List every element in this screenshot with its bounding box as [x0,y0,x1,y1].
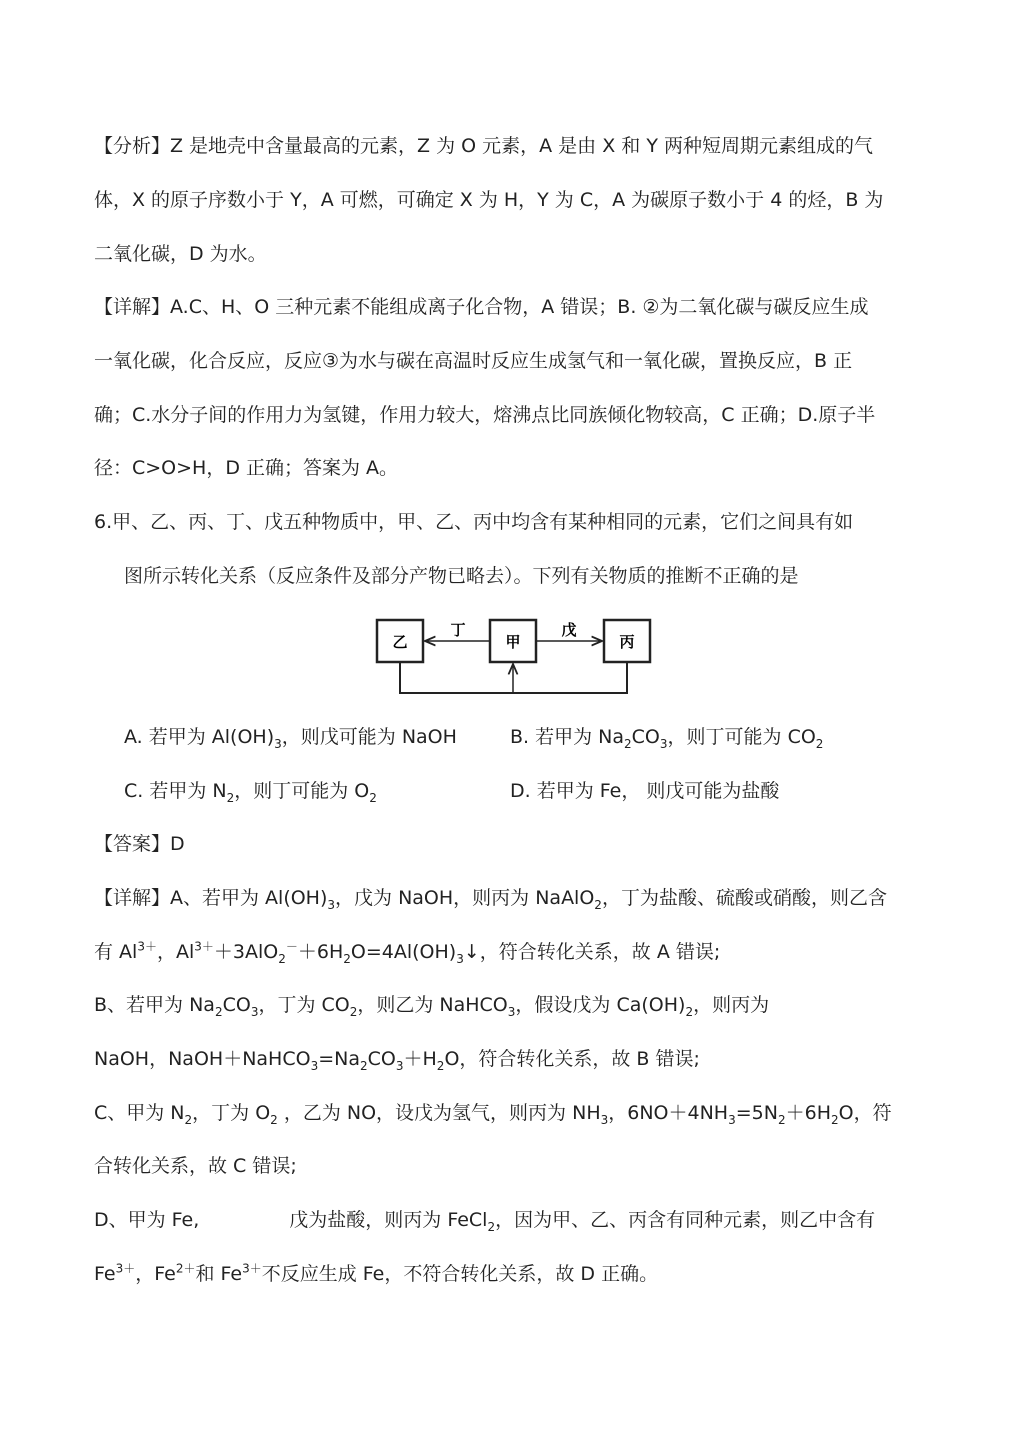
option-b: B. 若甲为 $Na_2CO_3$，则丁可能为 $CO_2$ [510,726,824,751]
question6-line-2: 图所示转化关系（反应条件及部分产物已略去）。下列有关物质的推断不正确的是 [124,565,799,587]
detail5-line-3: 确；C.水分子间的作用力为氢键，作用力较大，熔沸点比同族倾化物较高，C 正确；D.原子半 [94,404,876,426]
detail6-b-line-2: NaOH，$NaOH+NaHCO_3=Na_2CO_3+H_2O$，符合转化关系，故 B 错误; [94,1048,700,1073]
box-yi-label: 乙 [392,633,408,651]
conversion-diagram [370,612,654,702]
analysis-line-1: 【分析】Z 是地壳中含量最高的元素，Z 为 O 元素，A 是由 X 和 Y 两种短周期元素组成的气 [94,135,873,157]
detail6-a-line-1: 【详解】A、若甲为 $Al(OH)_3$，戊为 NaOH，则丙为 NaAlO$_2$，丁为盐酸、硫酸或硝酸，则乙含 [94,887,887,912]
detail5-line-4: 径：C>O>H，D 正确；答案为 A。 [94,457,399,479]
detail6-d-line-1: D、甲为 Fe, 戊为盐酸，则丙为 FeCl$_2$，因为甲、乙、丙含有同种元素，则乙中含有 [94,1209,876,1234]
detail6-c-line-1: C、甲为 $N_2$，丁为 $O_2$ ，乙为 NO，设戊为氢气，则丙为 $NH_3$，$6NO+4NH_3=5N_2+6H_2O$，符 [94,1102,892,1127]
analysis-line-3: 二氧化碳，D 为水。 [94,243,267,265]
analysis-line-2: 体，X 的原子序数小于 Y，A 可燃，可确定 X 为 H，Y 为 C，A 为碳原子数小于 4 的烃，B 为 [94,189,884,211]
option-c: C. 若甲为 $N_2$，则丁可能为 $O_2$ [124,780,377,805]
arrow-wu-label: 戊 [561,621,577,639]
answer-line: 【答案】D [94,833,185,855]
detail5-line-1: 【详解】A.C、H、O 三种元素不能组成离子化合物，A 错误；B. ②为二氧化碳与碳反应生成 [94,296,869,318]
detail6-b-line-1: B、若甲为 $Na_2CO_3$，丁为 $CO_2$，则乙为 NaHCO$_3$，假设戊为 $Ca(OH)_2$，则丙为 [94,994,770,1019]
question6-line-1: 6.甲、乙、丙、丁、戊五种物质中，甲、乙、丙中均含有某种相同的元素，它们之间具有如 [94,511,854,533]
option-d: D. 若甲为 Fe， 则戊可能为盐酸 [510,780,780,802]
detail6-d-line-2: $Fe^{3+}$，$Fe^{2+}$和 $Fe^{3+}$不反应生成 Fe，不符合转化关系，故 D 正确。 [94,1261,659,1285]
option-a: A. 若甲为 $Al(OH)_3$，则戊可能为 NaOH [124,726,457,751]
arrow-ding-label: 丁 [450,621,466,639]
detail5-line-2: 一氧化碳，化合反应，反应③为水与碳在高温时反应生成氢气和一氧化碳，置换反应，B 正 [94,350,853,372]
box-bing-label: 丙 [619,633,635,651]
box-jia-label: 甲 [505,633,521,651]
detail6-a-line-2: 有 $Al^{3+}$，$Al^{3+}+3AlO_2^-+6H_2O=4Al(OH)_3↓$，符合转化关系，故 A 错误; [94,939,721,966]
detail6-c-line-2: 合转化关系，故 C 错误; [94,1155,297,1177]
